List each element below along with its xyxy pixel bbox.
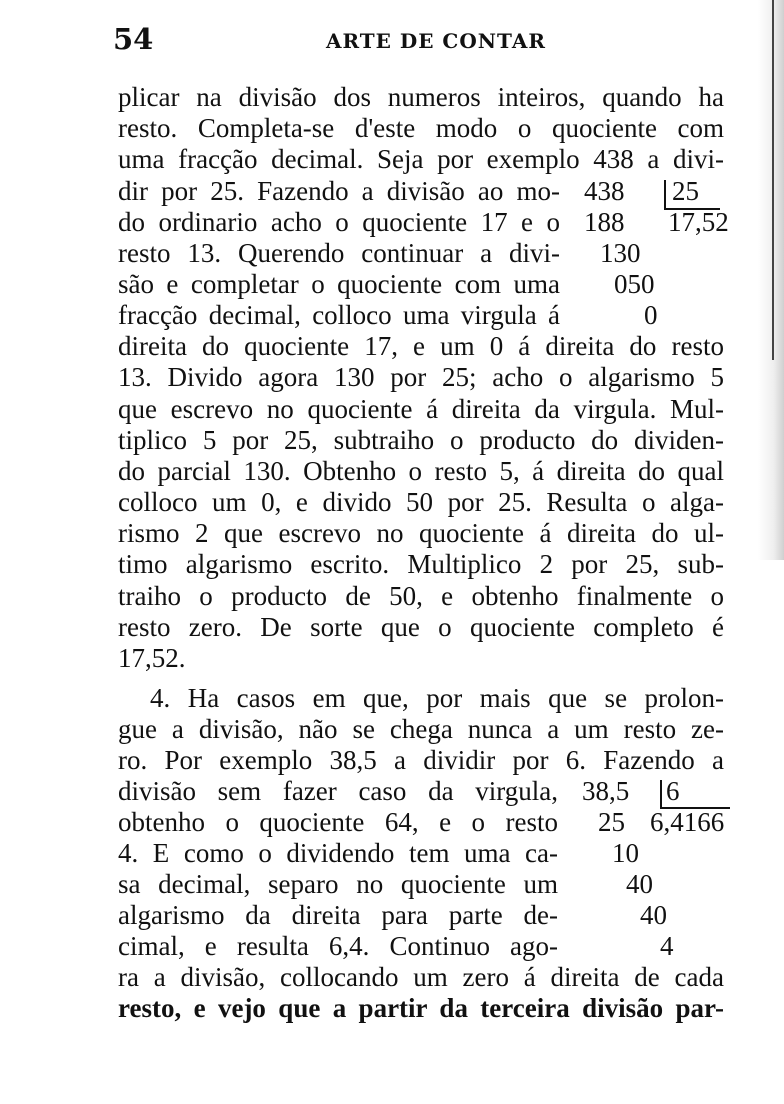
division-step: 0: [644, 300, 658, 330]
text-line: do parcial 130. Obtenho o resto 5, á direita do qual: [118, 456, 724, 486]
division-step: 130: [600, 238, 641, 268]
text-line: rismo 2 que escrevo no quociente á direita do ul-: [118, 518, 724, 548]
text-line: cimal, e resulta 6,4. Continuo ago-: [118, 931, 558, 961]
division-quotient: 17,52: [668, 207, 729, 237]
text-line: gue a divisão, não se chega nunca a um resto ze-: [118, 714, 724, 744]
division-step: 188: [584, 207, 625, 237]
text-line: tiplico 5 por 25, subtraiho o producto do dividen-: [118, 425, 724, 455]
text-line: divisão sem fazer caso da virgula,: [118, 776, 558, 806]
text-line: uma fracção decimal. Seja por exemplo 438 a divi-: [118, 144, 724, 174]
division-quotient: 6,4166: [650, 807, 725, 837]
text-line: resto 13. Querendo continuar a divi-: [118, 238, 560, 268]
text-line: resto zero. De sorte que o quociente completo é: [118, 612, 724, 642]
division-step: 10: [612, 838, 639, 868]
text-line: que escrevo no quociente á direita da virgula. Mul-: [118, 394, 724, 424]
division-divisor: 25: [672, 176, 699, 206]
division-bracket-vertical: [660, 780, 662, 807]
text-line: colloco um 0, e divido 50 por 25. Resulta o alga-: [118, 487, 724, 517]
text-line: 13. Divido agora 130 por 25; acho o algarismo 5: [118, 362, 724, 392]
text-line: sa decimal, separo no quociente um: [118, 869, 558, 899]
text-line: timo algarismo escrito. Multiplico 2 por 25, sub-: [118, 549, 724, 579]
text-line: resto. Completa-se d'este modo o quociente com: [118, 113, 724, 143]
division-step: 050: [614, 269, 655, 299]
text-line: dir por 25. Fazendo a divisão ao mo-: [118, 176, 560, 206]
page-edge-shadow: [758, 0, 784, 560]
text-line: 4. E como o dividendo tem uma ca-: [118, 838, 558, 868]
text-line: resto, e vejo que a partir da terceira divisão par-: [118, 993, 724, 1023]
division-step: 40: [626, 869, 653, 899]
page-header: [0, 22, 784, 62]
paragraph-4-first-line: 4. Ha casos em que, por mais que se prolon-: [150, 683, 724, 713]
text-line: ro. Por exemplo 38,5 a dividir por 6. Fazendo a: [118, 745, 724, 775]
text-line: direita do quociente 17, e um 0 á direita do resto: [118, 331, 724, 361]
text-line: traiho o producto de 50, e obtenho finalmente o: [118, 581, 724, 611]
division-dividend: 438: [584, 176, 625, 206]
text-line: obtenho o quociente 64, e o resto: [118, 807, 558, 837]
text-line: são e completar o quociente com uma: [118, 269, 560, 299]
page-number: 54: [113, 22, 154, 56]
text-line: do ordinario acho o quociente 17 e o: [118, 207, 560, 237]
division-step: 4: [660, 931, 674, 961]
division-step: 25: [598, 807, 625, 837]
division-bracket-vertical: [664, 180, 666, 208]
text-line: 17,52.: [118, 643, 186, 673]
text-line: algarismo da direita para parte de-: [118, 900, 558, 930]
text-line: ra a divisão, collocando um zero á direita de cada: [118, 962, 724, 992]
text-line: fracção decimal, colloco uma virgula á: [118, 300, 560, 330]
running-title: ARTE DE CONTAR: [326, 29, 546, 53]
division-divisor: 6: [666, 776, 680, 806]
text-line: plicar na divisão dos numeros inteiros, quando ha: [118, 82, 724, 112]
division-step: 40: [640, 900, 667, 930]
division-dividend: 38,5: [582, 776, 630, 806]
